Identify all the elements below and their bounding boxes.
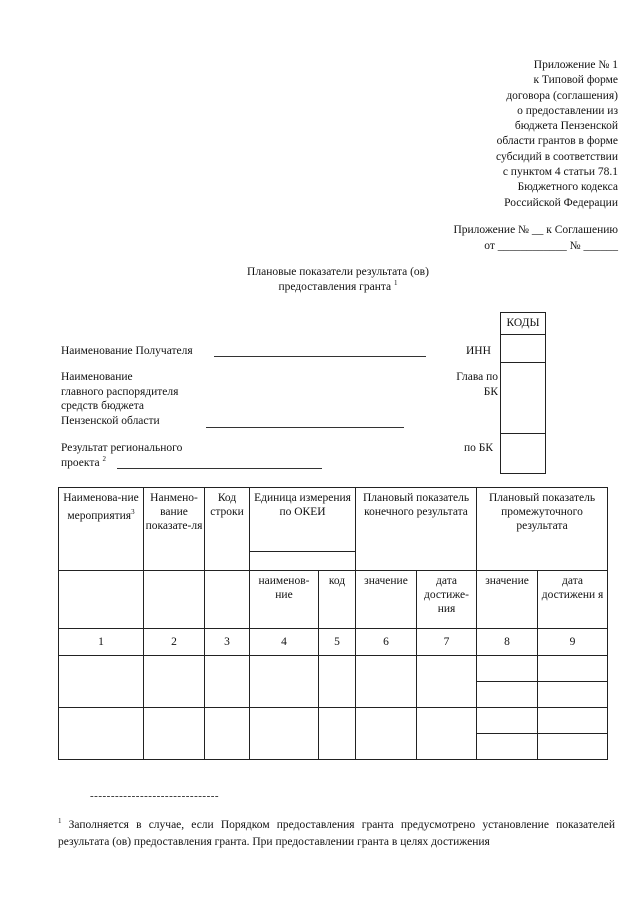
column-number: 3 (205, 629, 250, 656)
agreement-date: от ____________ № ______ (484, 240, 618, 252)
manager-label-line: главного распорядителя (61, 385, 179, 398)
table-cell[interactable] (144, 708, 205, 760)
title-line-1: Плановые показатели результата (ов) (247, 266, 429, 278)
column-number: 7 (417, 629, 477, 656)
header-blank-2 (144, 571, 205, 629)
header-interim-date: дата достижени я (538, 571, 608, 629)
column-number: 5 (319, 629, 356, 656)
header-unit-name: наименов-ние (250, 571, 319, 629)
header-activity-name (59, 488, 144, 571)
footnote-text (58, 817, 615, 851)
result-field[interactable] (117, 468, 322, 469)
table-cell[interactable] (59, 656, 144, 708)
by-bk-code-box (500, 433, 546, 474)
header-text: Наименова-ние мероприятия (63, 492, 139, 522)
head-bk-line: Глава по (456, 371, 498, 383)
header-row-code: Код строки (205, 488, 250, 571)
table-cell[interactable] (538, 656, 608, 682)
appendix-line: Приложение № 1 (533, 59, 618, 71)
table-cell[interactable] (417, 656, 477, 708)
appendix-line: области грантов в форме (496, 135, 618, 148)
manager-label-line: Пензенской области (61, 414, 160, 427)
footnote-mark: 1 (394, 279, 398, 288)
manager-label-line: средств бюджета (61, 400, 144, 412)
head-bk-label (456, 370, 498, 399)
column-number: 1 (59, 629, 144, 656)
appendix-line: Бюджетного кодекса (517, 181, 618, 194)
appendix-line: о предоставлении из (517, 104, 618, 117)
footnote-mark: 3 (131, 508, 135, 516)
table-cell[interactable] (59, 708, 144, 760)
column-number: 4 (250, 629, 319, 656)
header-indicator-name: Нанмено-вание показате-ля (144, 488, 205, 571)
column-number: 2 (144, 629, 205, 656)
indicators-table (58, 487, 608, 760)
table-cell[interactable] (356, 708, 417, 760)
column-number: 6 (356, 629, 417, 656)
appendix-line: с пунктом 4 статьи 78.1 (502, 166, 618, 179)
table-cell[interactable] (250, 708, 319, 760)
agreement-number: Приложение № __ к Соглашению (453, 224, 618, 236)
table-cell[interactable] (205, 656, 250, 708)
header-unit-okei: Единица измерения по ОКЕИ (250, 488, 356, 552)
column-number: 8 (477, 629, 538, 656)
appendix-header (496, 58, 618, 211)
header-final-date: дата достиже-ния (417, 571, 477, 629)
table-cell[interactable] (319, 656, 356, 708)
appendix-line: договора (соглашения) (506, 89, 618, 102)
footnote-mark: 1 (58, 817, 62, 826)
result-label (61, 441, 182, 470)
footnote-body: Заполняется в случае, если Порядком предоставления гранта предусмотрено установление показателей результата (ов) предоставления гранта. При предоставлении гранта в целях достижения (58, 819, 615, 848)
header-final-result: Плановый показатель конечного результата (356, 488, 477, 571)
table-cell[interactable] (538, 682, 608, 708)
document-title (0, 265, 640, 295)
appendix-line: Российской Федерации (504, 196, 618, 209)
result-label-text: проекта (61, 456, 100, 469)
recipient-label: Наименование Получателя (61, 345, 193, 357)
header-interim-result: Плановый показатель промежуточного результата (477, 488, 608, 571)
inn-label: ИНН (466, 345, 491, 357)
column-number: 9 (538, 629, 608, 656)
head-bk-line: БК (483, 385, 498, 398)
table-cell[interactable] (205, 708, 250, 760)
table-cell[interactable] (538, 734, 608, 760)
table-cell[interactable] (319, 708, 356, 760)
table-cell[interactable] (477, 734, 538, 760)
appendix-line: субсидий в соответствии (496, 150, 618, 163)
header-final-value: значение (356, 571, 417, 629)
head-bk-code-box (500, 362, 546, 434)
appendix-line: к Типовой форме (533, 74, 618, 87)
title-line-2 (0, 280, 640, 295)
appendix-line: бюджета Пензенской (514, 120, 618, 133)
table-cell[interactable] (477, 682, 538, 708)
manager-field[interactable] (206, 427, 404, 428)
table-cell[interactable] (250, 656, 319, 708)
manager-label-line: Наименование (61, 371, 133, 383)
codes-header-box (500, 312, 546, 335)
agreement-reference (453, 222, 618, 254)
result-label-line: Результат регионального (61, 442, 183, 454)
table-cell[interactable] (538, 708, 608, 734)
inn-code-box (500, 334, 546, 363)
table-cell[interactable] (144, 656, 205, 708)
footnote-separator: ------------------------------- (90, 790, 220, 802)
manager-label (61, 370, 178, 428)
header-blank-1 (59, 571, 144, 629)
table-cell[interactable] (417, 708, 477, 760)
footnote-mark: 2 (102, 454, 106, 463)
recipient-field[interactable] (214, 356, 426, 357)
table-cell[interactable] (477, 708, 538, 734)
codes-header: КОДЫ (506, 317, 540, 329)
title-line-2-text: предоставления гранта (278, 281, 392, 293)
table-cell[interactable] (477, 656, 538, 682)
header-unit-code: код (319, 571, 356, 629)
table-cell[interactable] (356, 656, 417, 708)
by-bk-label: по БК (464, 442, 494, 454)
header-interim-value: значение (477, 571, 538, 629)
header-blank-3 (205, 571, 250, 629)
